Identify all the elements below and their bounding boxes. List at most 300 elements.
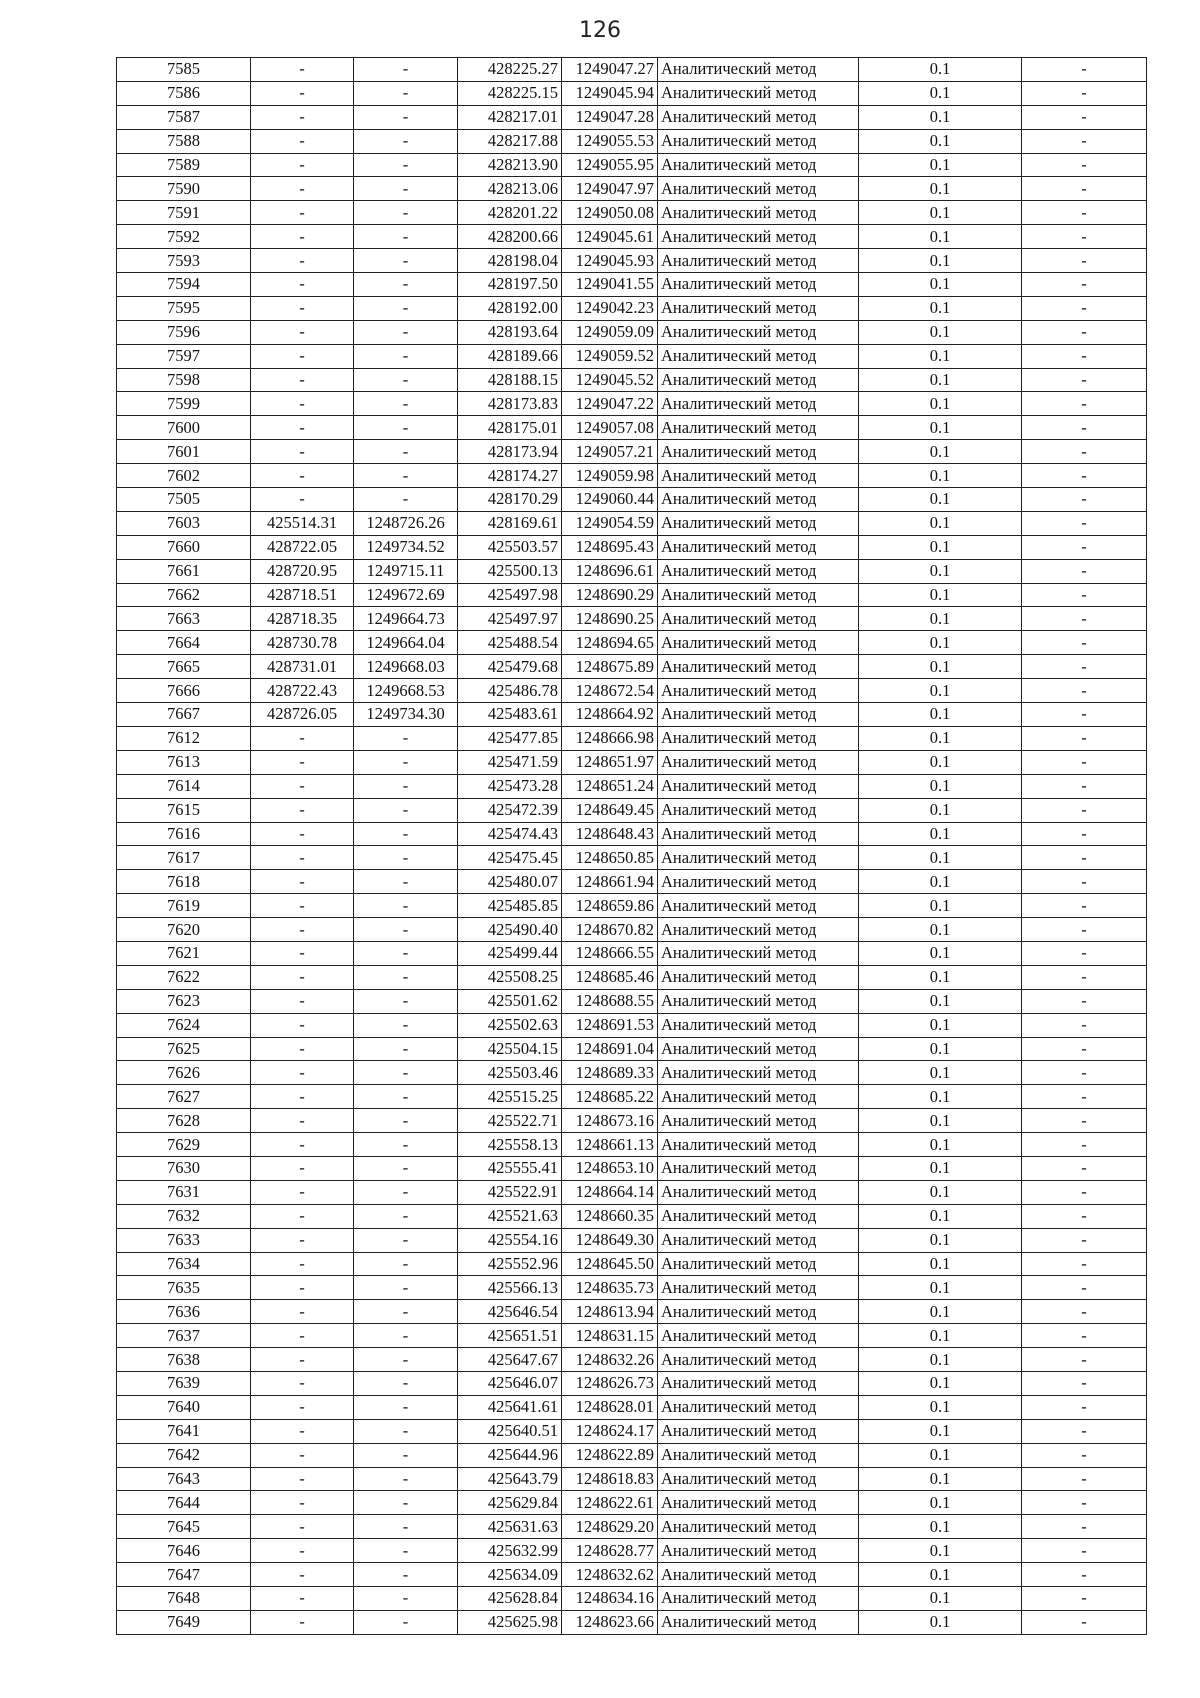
cell-new-y: 1249045.94 xyxy=(562,81,658,105)
cell-new-x: 425625.98 xyxy=(458,1610,562,1634)
cell-method: Аналитический метод xyxy=(658,1252,859,1276)
cell-point-number: 7594 xyxy=(117,273,251,297)
cell-new-x: 428173.83 xyxy=(458,392,562,416)
cell-method: Аналитический метод xyxy=(658,392,859,416)
cell-note: - xyxy=(1022,559,1147,583)
table-row xyxy=(117,1133,1147,1157)
cell-new-y: 1249041.55 xyxy=(562,273,658,297)
cell-precision: 0.1 xyxy=(859,296,1022,320)
cell-old-y: - xyxy=(354,105,458,129)
cell-new-x: 428193.64 xyxy=(458,320,562,344)
cell-old-y: - xyxy=(354,273,458,297)
table-row xyxy=(117,583,1147,607)
cell-note: - xyxy=(1022,535,1147,559)
cell-old-x: - xyxy=(251,1539,354,1563)
cell-method: Аналитический метод xyxy=(658,965,859,989)
table-row xyxy=(117,511,1147,535)
cell-point-number: 7636 xyxy=(117,1300,251,1324)
page-number: 126 xyxy=(579,18,621,43)
cell-new-x: 425508.25 xyxy=(458,965,562,989)
cell-new-y: 1249059.52 xyxy=(562,344,658,368)
cell-precision: 0.1 xyxy=(859,655,1022,679)
cell-new-x: 425651.51 xyxy=(458,1324,562,1348)
table-row xyxy=(117,1324,1147,1348)
cell-new-y: 1248664.14 xyxy=(562,1180,658,1204)
cell-old-y: - xyxy=(354,989,458,1013)
cell-point-number: 7595 xyxy=(117,296,251,320)
cell-point-number: 7645 xyxy=(117,1515,251,1539)
cell-new-x: 425483.61 xyxy=(458,703,562,727)
table-row xyxy=(117,58,1147,82)
cell-precision: 0.1 xyxy=(859,440,1022,464)
cell-old-x: - xyxy=(251,1180,354,1204)
cell-old-x: - xyxy=(251,440,354,464)
cell-old-y: - xyxy=(354,1037,458,1061)
cell-new-x: 428217.01 xyxy=(458,105,562,129)
cell-point-number: 7633 xyxy=(117,1228,251,1252)
table-row xyxy=(117,1395,1147,1419)
cell-method: Аналитический метод xyxy=(658,559,859,583)
cell-new-x: 428169.61 xyxy=(458,511,562,535)
cell-point-number: 7640 xyxy=(117,1395,251,1419)
cell-new-y: 1248659.86 xyxy=(562,894,658,918)
cell-method: Аналитический метод xyxy=(658,655,859,679)
cell-new-x: 425522.71 xyxy=(458,1109,562,1133)
cell-point-number: 7667 xyxy=(117,703,251,727)
cell-method: Аналитический метод xyxy=(658,1300,859,1324)
cell-old-y: - xyxy=(354,1395,458,1419)
cell-method: Аналитический метод xyxy=(658,846,859,870)
cell-old-y: - xyxy=(354,344,458,368)
cell-old-x: 428722.05 xyxy=(251,535,354,559)
cell-old-x: 428722.43 xyxy=(251,679,354,703)
cell-new-x: 428217.88 xyxy=(458,129,562,153)
table-row xyxy=(117,81,1147,105)
cell-old-x: - xyxy=(251,1300,354,1324)
cell-point-number: 7663 xyxy=(117,607,251,631)
cell-new-y: 1248649.45 xyxy=(562,798,658,822)
cell-note: - xyxy=(1022,1610,1147,1634)
cell-old-x: - xyxy=(251,1228,354,1252)
cell-note: - xyxy=(1022,296,1147,320)
cell-note: - xyxy=(1022,989,1147,1013)
table-row xyxy=(117,726,1147,750)
cell-old-x: - xyxy=(251,58,354,82)
cell-old-x: - xyxy=(251,1515,354,1539)
cell-method: Аналитический метод xyxy=(658,1563,859,1587)
cell-precision: 0.1 xyxy=(859,1395,1022,1419)
cell-point-number: 7592 xyxy=(117,225,251,249)
cell-old-y: - xyxy=(354,177,458,201)
cell-method: Аналитический метод xyxy=(658,631,859,655)
cell-point-number: 7591 xyxy=(117,201,251,225)
table-row xyxy=(117,1371,1147,1395)
cell-new-x: 425504.15 xyxy=(458,1037,562,1061)
cell-point-number: 7635 xyxy=(117,1276,251,1300)
cell-new-x: 425629.84 xyxy=(458,1491,562,1515)
cell-method: Аналитический метод xyxy=(658,344,859,368)
cell-old-y: - xyxy=(354,129,458,153)
cell-precision: 0.1 xyxy=(859,1061,1022,1085)
cell-note: - xyxy=(1022,1133,1147,1157)
cell-point-number: 7631 xyxy=(117,1180,251,1204)
cell-old-y: - xyxy=(354,1156,458,1180)
cell-precision: 0.1 xyxy=(859,1085,1022,1109)
cell-new-y: 1248685.22 xyxy=(562,1085,658,1109)
cell-new-x: 425640.51 xyxy=(458,1419,562,1443)
cell-note: - xyxy=(1022,894,1147,918)
table-row xyxy=(117,750,1147,774)
cell-new-y: 1249045.52 xyxy=(562,368,658,392)
cell-precision: 0.1 xyxy=(859,1371,1022,1395)
cell-old-y: 1249734.30 xyxy=(354,703,458,727)
cell-method: Аналитический метод xyxy=(658,177,859,201)
table-row xyxy=(117,607,1147,631)
cell-point-number: 7603 xyxy=(117,511,251,535)
cell-new-y: 1249057.08 xyxy=(562,416,658,440)
cell-note: - xyxy=(1022,177,1147,201)
cell-new-y: 1248661.13 xyxy=(562,1133,658,1157)
cell-new-x: 425521.63 xyxy=(458,1204,562,1228)
cell-precision: 0.1 xyxy=(859,1228,1022,1252)
cell-note: - xyxy=(1022,249,1147,273)
cell-old-y: - xyxy=(354,1013,458,1037)
table-row xyxy=(117,488,1147,512)
table-row xyxy=(117,559,1147,583)
cell-old-x: - xyxy=(251,1348,354,1372)
cell-point-number: 7614 xyxy=(117,774,251,798)
cell-point-number: 7625 xyxy=(117,1037,251,1061)
cell-old-y: - xyxy=(354,1180,458,1204)
cell-point-number: 7626 xyxy=(117,1061,251,1085)
cell-old-y: - xyxy=(354,81,458,105)
cell-old-x: - xyxy=(251,774,354,798)
cell-precision: 0.1 xyxy=(859,225,1022,249)
cell-method: Аналитический метод xyxy=(658,249,859,273)
cell-method: Аналитический метод xyxy=(658,1348,859,1372)
table-row xyxy=(117,1419,1147,1443)
cell-precision: 0.1 xyxy=(859,273,1022,297)
cell-point-number: 7613 xyxy=(117,750,251,774)
cell-point-number: 7661 xyxy=(117,559,251,583)
cell-new-y: 1249047.22 xyxy=(562,392,658,416)
cell-point-number: 7589 xyxy=(117,153,251,177)
cell-old-x: - xyxy=(251,1610,354,1634)
cell-new-x: 425488.54 xyxy=(458,631,562,655)
cell-old-x: - xyxy=(251,894,354,918)
cell-new-x: 425558.13 xyxy=(458,1133,562,1157)
cell-old-x: - xyxy=(251,296,354,320)
cell-note: - xyxy=(1022,1180,1147,1204)
table-row xyxy=(117,464,1147,488)
cell-new-y: 1249047.28 xyxy=(562,105,658,129)
cell-old-x: - xyxy=(251,1085,354,1109)
cell-new-y: 1248670.82 xyxy=(562,918,658,942)
cell-note: - xyxy=(1022,631,1147,655)
cell-note: - xyxy=(1022,1037,1147,1061)
table-row xyxy=(117,1085,1147,1109)
cell-new-x: 425499.44 xyxy=(458,941,562,965)
cell-old-x: - xyxy=(251,1324,354,1348)
cell-old-x: - xyxy=(251,249,354,273)
cell-old-x: - xyxy=(251,129,354,153)
cell-method: Аналитический метод xyxy=(658,58,859,82)
cell-new-y: 1248623.66 xyxy=(562,1610,658,1634)
cell-new-x: 425502.63 xyxy=(458,1013,562,1037)
cell-old-x: - xyxy=(251,870,354,894)
cell-old-y: - xyxy=(354,392,458,416)
cell-point-number: 7641 xyxy=(117,1419,251,1443)
cell-method: Аналитический метод xyxy=(658,726,859,750)
cell-old-y: - xyxy=(354,918,458,942)
cell-new-x: 425646.54 xyxy=(458,1300,562,1324)
cell-old-y: - xyxy=(354,1371,458,1395)
cell-point-number: 7666 xyxy=(117,679,251,703)
cell-method: Аналитический метод xyxy=(658,1204,859,1228)
cell-new-x: 428173.94 xyxy=(458,440,562,464)
cell-old-y: - xyxy=(354,798,458,822)
cell-precision: 0.1 xyxy=(859,1587,1022,1611)
cell-new-y: 1248622.89 xyxy=(562,1443,658,1467)
cell-point-number: 7620 xyxy=(117,918,251,942)
cell-old-x: - xyxy=(251,1252,354,1276)
cell-old-y: - xyxy=(354,1228,458,1252)
table-row xyxy=(117,1515,1147,1539)
cell-point-number: 7624 xyxy=(117,1013,251,1037)
cell-new-x: 425471.59 xyxy=(458,750,562,774)
cell-point-number: 7648 xyxy=(117,1587,251,1611)
cell-old-x: - xyxy=(251,1276,354,1300)
table-row xyxy=(117,1156,1147,1180)
cell-method: Аналитический метод xyxy=(658,225,859,249)
cell-precision: 0.1 xyxy=(859,58,1022,82)
cell-old-y: - xyxy=(354,750,458,774)
cell-new-x: 425473.28 xyxy=(458,774,562,798)
cell-note: - xyxy=(1022,655,1147,679)
cell-precision: 0.1 xyxy=(859,894,1022,918)
cell-new-y: 1248653.10 xyxy=(562,1156,658,1180)
cell-new-x: 425522.91 xyxy=(458,1180,562,1204)
cell-new-x: 425474.43 xyxy=(458,822,562,846)
cell-old-y: - xyxy=(354,1515,458,1539)
cell-point-number: 7643 xyxy=(117,1467,251,1491)
cell-new-x: 425515.25 xyxy=(458,1085,562,1109)
cell-point-number: 7646 xyxy=(117,1539,251,1563)
cell-point-number: 7599 xyxy=(117,392,251,416)
cell-method: Аналитический метод xyxy=(658,1395,859,1419)
cell-new-x: 425644.96 xyxy=(458,1443,562,1467)
cell-new-x: 425566.13 xyxy=(458,1276,562,1300)
cell-old-x: - xyxy=(251,1013,354,1037)
table-row xyxy=(117,153,1147,177)
cell-old-y: - xyxy=(354,965,458,989)
table-row xyxy=(117,1610,1147,1634)
cell-new-x: 428213.90 xyxy=(458,153,562,177)
cell-new-x: 425500.13 xyxy=(458,559,562,583)
cell-note: - xyxy=(1022,965,1147,989)
cell-note: - xyxy=(1022,225,1147,249)
cell-precision: 0.1 xyxy=(859,392,1022,416)
cell-precision: 0.1 xyxy=(859,129,1022,153)
cell-note: - xyxy=(1022,392,1147,416)
cell-new-y: 1248645.50 xyxy=(562,1252,658,1276)
cell-old-x: - xyxy=(251,1037,354,1061)
cell-note: - xyxy=(1022,1061,1147,1085)
cell-old-y: - xyxy=(354,1061,458,1085)
cell-precision: 0.1 xyxy=(859,1204,1022,1228)
cell-old-y: - xyxy=(354,1109,458,1133)
cell-old-x: - xyxy=(251,822,354,846)
cell-precision: 0.1 xyxy=(859,1037,1022,1061)
cell-new-y: 1248634.16 xyxy=(562,1587,658,1611)
cell-old-y: - xyxy=(354,201,458,225)
cell-point-number: 7616 xyxy=(117,822,251,846)
cell-old-x: 428730.78 xyxy=(251,631,354,655)
cell-new-y: 1248689.33 xyxy=(562,1061,658,1085)
cell-precision: 0.1 xyxy=(859,822,1022,846)
cell-note: - xyxy=(1022,416,1147,440)
cell-old-x: - xyxy=(251,941,354,965)
cell-new-y: 1249060.44 xyxy=(562,488,658,512)
cell-new-x: 428225.27 xyxy=(458,58,562,82)
table-row xyxy=(117,1276,1147,1300)
cell-note: - xyxy=(1022,1252,1147,1276)
cell-new-x: 425628.84 xyxy=(458,1587,562,1611)
cell-new-x: 428175.01 xyxy=(458,416,562,440)
cell-new-y: 1248685.46 xyxy=(562,965,658,989)
cell-old-x: - xyxy=(251,1395,354,1419)
cell-point-number: 7639 xyxy=(117,1371,251,1395)
cell-method: Аналитический метод xyxy=(658,1443,859,1467)
cell-old-x: - xyxy=(251,488,354,512)
cell-method: Аналитический метод xyxy=(658,822,859,846)
cell-old-x: - xyxy=(251,201,354,225)
cell-note: - xyxy=(1022,368,1147,392)
cell-note: - xyxy=(1022,941,1147,965)
table-row xyxy=(117,1037,1147,1061)
cell-new-y: 1248696.61 xyxy=(562,559,658,583)
table-row xyxy=(117,965,1147,989)
cell-method: Аналитический метод xyxy=(658,1037,859,1061)
cell-method: Аналитический метод xyxy=(658,1587,859,1611)
cell-method: Аналитический метод xyxy=(658,1013,859,1037)
table-row xyxy=(117,1467,1147,1491)
cell-method: Аналитический метод xyxy=(658,296,859,320)
cell-old-x: - xyxy=(251,918,354,942)
cell-new-y: 1249057.21 xyxy=(562,440,658,464)
cell-new-y: 1248632.26 xyxy=(562,1348,658,1372)
cell-precision: 0.1 xyxy=(859,1300,1022,1324)
cell-new-y: 1249059.09 xyxy=(562,320,658,344)
cell-old-y: - xyxy=(354,368,458,392)
cell-method: Аналитический метод xyxy=(658,870,859,894)
cell-old-y: - xyxy=(354,1539,458,1563)
cell-old-y: - xyxy=(354,464,458,488)
table-row xyxy=(117,918,1147,942)
cell-new-y: 1248622.61 xyxy=(562,1491,658,1515)
cell-precision: 0.1 xyxy=(859,1491,1022,1515)
cell-new-x: 425497.97 xyxy=(458,607,562,631)
cell-new-y: 1248648.43 xyxy=(562,822,658,846)
cell-new-x: 425634.09 xyxy=(458,1563,562,1587)
cell-precision: 0.1 xyxy=(859,559,1022,583)
cell-note: - xyxy=(1022,1587,1147,1611)
cell-precision: 0.1 xyxy=(859,703,1022,727)
cell-precision: 0.1 xyxy=(859,1443,1022,1467)
cell-point-number: 7622 xyxy=(117,965,251,989)
cell-point-number: 7634 xyxy=(117,1252,251,1276)
cell-point-number: 7637 xyxy=(117,1324,251,1348)
table-row xyxy=(117,1252,1147,1276)
cell-note: - xyxy=(1022,488,1147,512)
table-row xyxy=(117,894,1147,918)
cell-note: - xyxy=(1022,822,1147,846)
cell-method: Аналитический метод xyxy=(658,535,859,559)
cell-method: Аналитический метод xyxy=(658,1539,859,1563)
cell-old-y: - xyxy=(354,1085,458,1109)
cell-new-x: 425631.63 xyxy=(458,1515,562,1539)
cell-point-number: 7660 xyxy=(117,535,251,559)
cell-old-x: - xyxy=(251,965,354,989)
cell-new-y: 1249047.27 xyxy=(562,58,658,82)
table-row xyxy=(117,870,1147,894)
cell-old-y: 1249668.03 xyxy=(354,655,458,679)
cell-precision: 0.1 xyxy=(859,1013,1022,1037)
cell-precision: 0.1 xyxy=(859,320,1022,344)
cell-method: Аналитический метод xyxy=(658,368,859,392)
cell-old-y: 1249668.53 xyxy=(354,679,458,703)
cell-old-x: - xyxy=(251,1204,354,1228)
cell-precision: 0.1 xyxy=(859,1276,1022,1300)
cell-precision: 0.1 xyxy=(859,153,1022,177)
cell-new-y: 1248632.62 xyxy=(562,1563,658,1587)
cell-old-y: - xyxy=(354,1587,458,1611)
cell-old-x: 428718.51 xyxy=(251,583,354,607)
cell-new-y: 1248695.43 xyxy=(562,535,658,559)
cell-old-y: - xyxy=(354,1467,458,1491)
cell-new-y: 1248664.92 xyxy=(562,703,658,727)
cell-method: Аналитический метод xyxy=(658,488,859,512)
cell-new-y: 1249045.61 xyxy=(562,225,658,249)
cell-note: - xyxy=(1022,1395,1147,1419)
cell-old-y: - xyxy=(354,1252,458,1276)
cell-precision: 0.1 xyxy=(859,105,1022,129)
cell-old-y: - xyxy=(354,416,458,440)
cell-old-x: 425514.31 xyxy=(251,511,354,535)
cell-point-number: 7593 xyxy=(117,249,251,273)
cell-old-x: - xyxy=(251,1156,354,1180)
cell-note: - xyxy=(1022,1563,1147,1587)
cell-point-number: 7621 xyxy=(117,941,251,965)
cell-precision: 0.1 xyxy=(859,918,1022,942)
cell-new-y: 1248673.16 xyxy=(562,1109,658,1133)
cell-old-y: - xyxy=(354,774,458,798)
cell-old-x: - xyxy=(251,392,354,416)
cell-new-x: 425646.07 xyxy=(458,1371,562,1395)
cell-new-x: 428192.00 xyxy=(458,296,562,320)
table-row xyxy=(117,1539,1147,1563)
cell-point-number: 7596 xyxy=(117,320,251,344)
cell-precision: 0.1 xyxy=(859,344,1022,368)
cell-note: - xyxy=(1022,1515,1147,1539)
cell-new-y: 1248649.30 xyxy=(562,1228,658,1252)
cell-point-number: 7630 xyxy=(117,1156,251,1180)
cell-method: Аналитический метод xyxy=(658,416,859,440)
cell-precision: 0.1 xyxy=(859,583,1022,607)
cell-old-x: - xyxy=(251,105,354,129)
cell-new-x: 425485.85 xyxy=(458,894,562,918)
cell-precision: 0.1 xyxy=(859,488,1022,512)
